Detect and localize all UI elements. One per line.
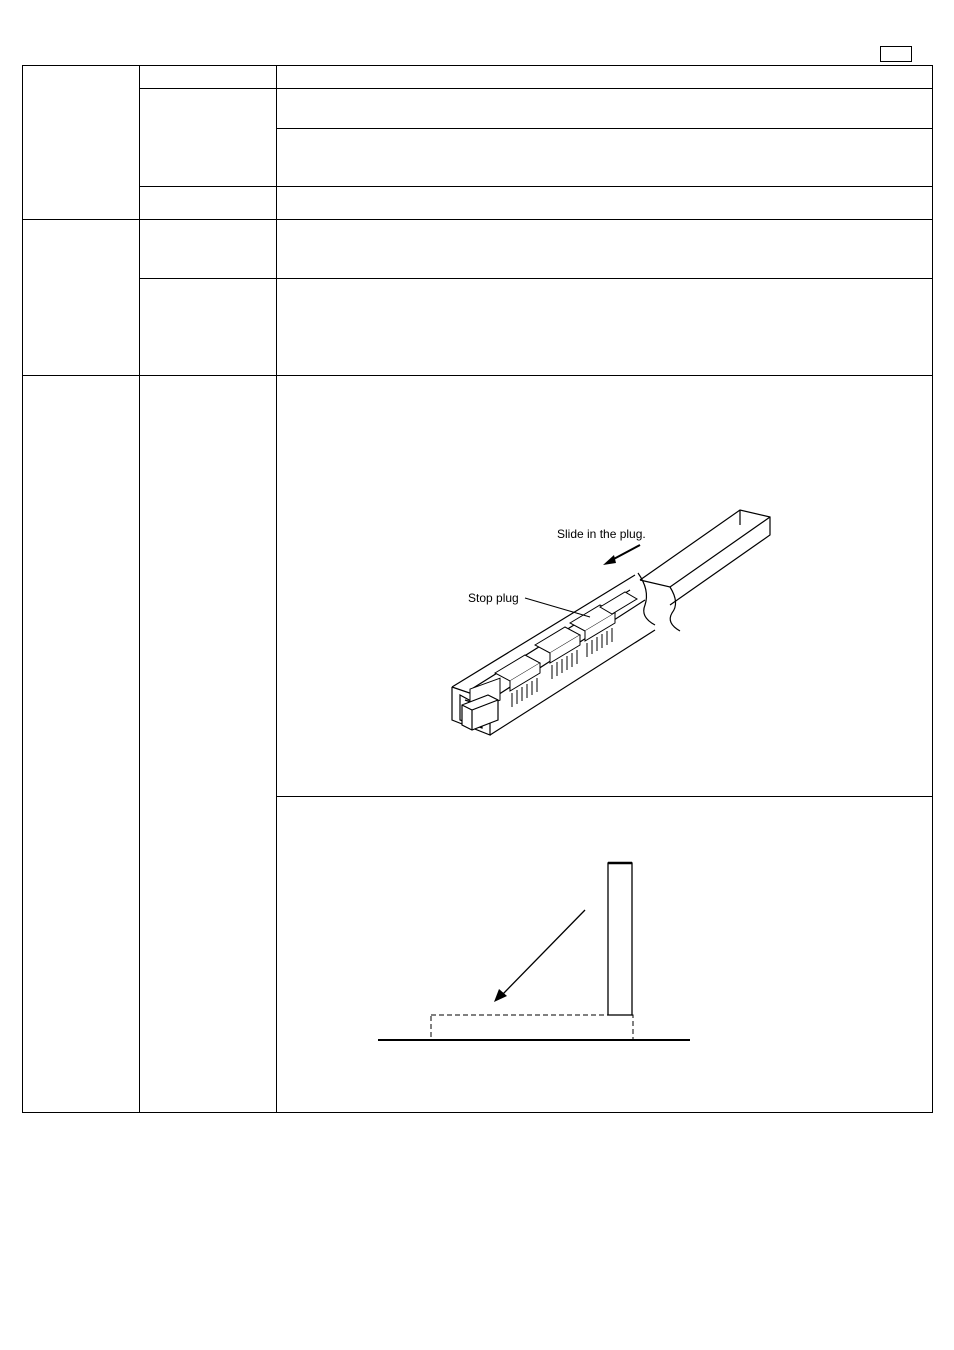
lead-test-diagram [370, 855, 700, 1055]
row-divider [139, 186, 933, 187]
row-divider [276, 128, 933, 129]
section-divider [22, 219, 933, 220]
section-divider [22, 375, 933, 376]
lead-test-drawing [370, 855, 700, 1055]
slide-in-arrow-label: Slide in the plug. [557, 527, 646, 541]
row-divider [276, 796, 933, 797]
col-divider-1 [139, 65, 140, 1113]
row-divider [139, 278, 933, 279]
tube-packaging-figure [440, 495, 800, 760]
page-number-box [880, 46, 912, 62]
stop-plug-label: Stop plug [468, 591, 519, 605]
row-divider [139, 88, 933, 89]
col-divider-2 [276, 65, 277, 1113]
